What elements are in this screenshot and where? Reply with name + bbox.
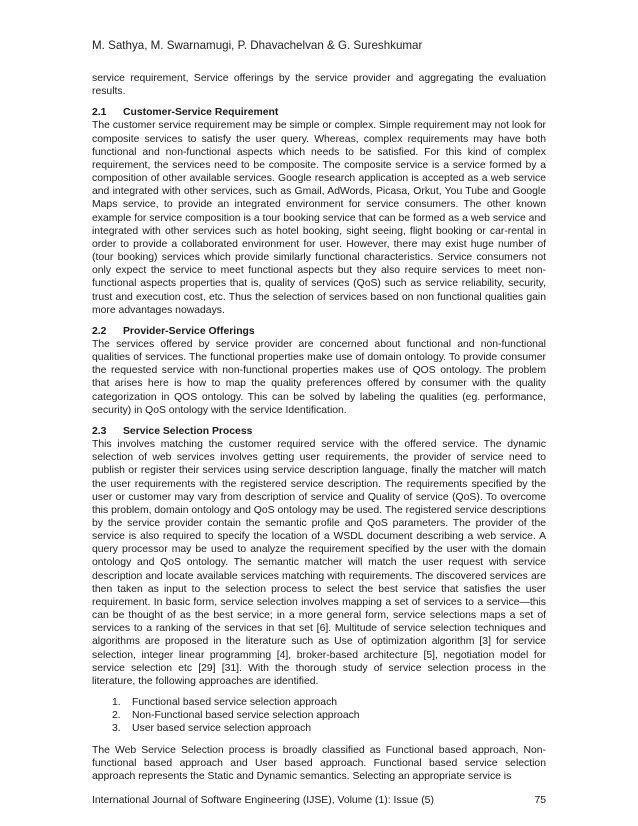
section-2-3-heading: [92, 425, 546, 438]
footer-journal: International Journal of Software Engineering (IJSE), Volume (1): Issue (5): [92, 795, 434, 806]
list-item: [92, 722, 546, 735]
section-title: Customer-Service Requirement: [123, 107, 279, 119]
page-footer: [92, 795, 546, 806]
approach-list: [92, 696, 546, 735]
list-text: Functional based service selection approach: [132, 697, 338, 709]
intro-paragraph: service requirement, Service offerings by the service provider and aggregating the evaluation results.: [92, 73, 546, 98]
list-item: [92, 696, 546, 709]
section-number: 2.2: [92, 325, 107, 337]
page-number: 75: [534, 795, 546, 806]
list-number: 2.: [112, 710, 121, 722]
list-text: Non-Functional based service selection approach: [132, 710, 360, 722]
section-number: 2.1: [92, 107, 107, 119]
section-title: Service Selection Process: [123, 425, 253, 437]
article-body: [92, 72, 546, 783]
section-2-3-paragraph: This involves matching the customer required service with the offered service. The dynamic selection of web services involves getting user requirements, the provider of service need to publish or register their services using service description language, finally the matcher will match the user requirements with the registered service description. The requirements specified by the user or customer may vary from description of service and Quality of service (QoS). To overcome this problem, domain ontology and QoS ontology may be used. The registered service descriptions by the service provider contain the semantic profile and QoS parameters. The provider of the service is also required to specify the location of a WSDL document describing a web service. A query processor may be used to analyze the requirement specified by the user with the domain ontology and QoS ontology. The semantic matcher will match the user request with service description and locate available services matching with requirements. The discovered services are then taken as input to the selection process to select the best service that satisfies the user requirement. In basic form, service selection involves mapping a set of services to a service—this can be thought of as the best service; in a more general form, service selections maps a set of services to a ranking of the services in that set [6]. Multitude of service selection techniques and algorithms are proposed in the literature such as Use of optimization algorithm [3] for service selection, integer linear programming [4], broker-based architecture [5], negotiation model for service selection etc [29] [31]. With the thorough study of service selection process in the literature, the following approaches are identified.: [92, 439, 546, 687]
section-2-1-heading: [92, 106, 546, 119]
section-number: 2.3: [92, 425, 107, 437]
closing-paragraph: The Web Service Selection process is broadly classified as Functional based approach, Non-functional based approach and User based approach. Functional based service selection approach represents the Static and Dynamic semantics. Selecting an appropriate service is: [92, 744, 546, 782]
section-2-2-paragraph: The services offered by service provider are concerned about functional and non-functional qualities of services. The functional properties make use of domain ontology. To provide consumer the requested service with non-functional properties makes use of QOS ontology. The problem that arises here is how to map the quality preferences offered by consumer with the quality categorization in QOS ontology. This can be solved by labeling the qualities (eg. performance, security) in QoS ontology with the service Identification.: [92, 338, 546, 416]
running-header-authors: M. Sathya, M. Swarnamugi, P. Dhavachelvan & G. Sureshkumar: [92, 39, 423, 52]
section-title: Provider-Service Offerings: [123, 325, 255, 337]
list-item: [92, 709, 546, 722]
section-2-2-heading: [92, 325, 546, 338]
section-2-1-paragraph: The customer service requirement may be simple or complex. Simple requirement may not look for composite services to satisfy the user query. Whereas, complex requirements may have both functional and non-functional aspects which needs to be satisfied. For this kind of complex requirement, the services need to be composite. The composite service is a service formed by a composition of other available services. Google research application is accepted as a web service and integrated with other services, such as Gmail, AdWords, Picasa, Orkut, You Tube and Google Maps service, to provide an integrated environment for service consumers. The other known example for service composition is a tour booking service that can be formed as a web service and integrated with other services such as hotel booking, sight seeing, flight booking or car-rental in order to provide a collaborated environment for user. However, there may exist huge number of (tour booking) services which provide similarly functional characteristics. Service consumers not only expect the service to meet functional aspects but they also require services to meet non-functional aspects properties that is, quality of services (QoS) such as service reliability, security, trust and execution cost, etc. Thus the selection of services based on non functional qualities gain more advantages nowadays.: [92, 120, 546, 316]
list-text: User based service selection approach: [132, 723, 312, 735]
list-number: 3.: [112, 723, 121, 735]
list-number: 1.: [112, 697, 121, 709]
